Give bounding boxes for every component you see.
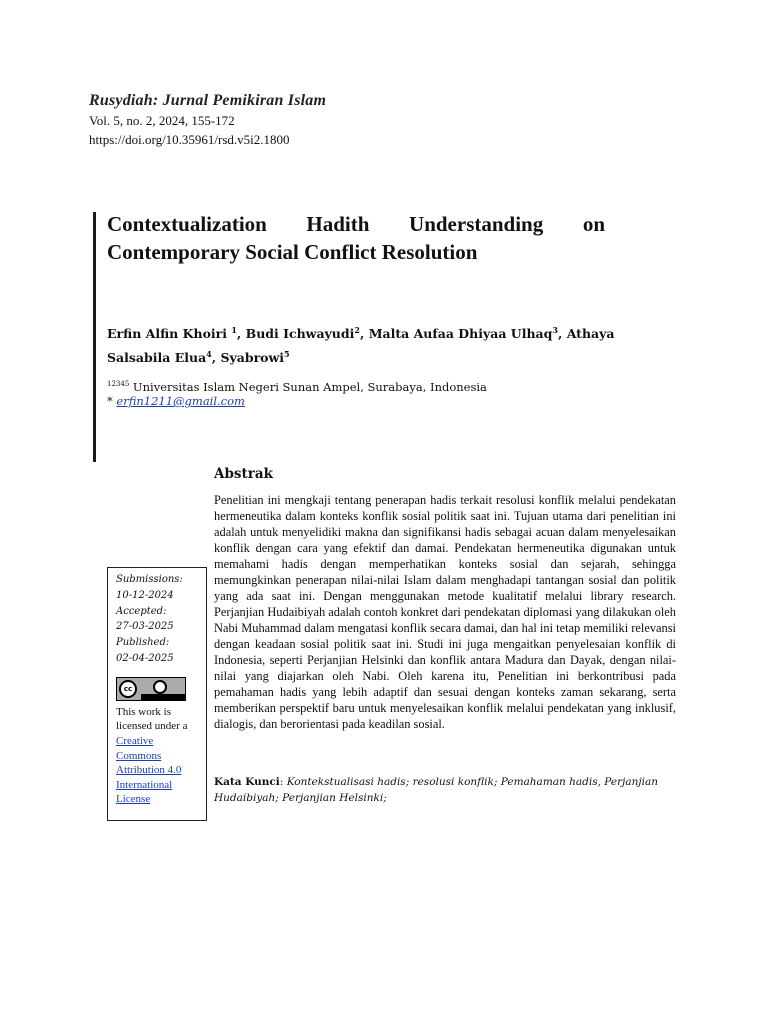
author-separator: , [211,350,221,366]
accepted-label: Accepted: [116,605,167,617]
published-date: 02-04-2025 [116,652,174,664]
journal-volume: Vol. 5, no. 2, 2024, 155-172 [89,113,235,128]
paper-title-line-1: Contextualization Hadith Understanding on [107,212,605,236]
license-link-creative[interactable]: Creative [116,734,154,747]
license-link-license[interactable]: License [116,793,151,806]
accepted-date: 27-03-2025 [116,621,174,633]
license-link-attribution[interactable]: Attribution 4.0 [116,764,182,777]
affiliation [107,376,627,395]
author-name: Athaya Salsabila Elua [107,326,615,366]
license-prefix: This work is licensed under a [116,705,188,733]
author-separator: , [557,326,567,342]
author-separator: , [236,326,246,342]
keywords-values: Kontekstualisasi hadis; resolusi konflik; Pemahaman hadis, Perjanjian Hudaibiyah; Perjanjian Helsinki; [214,776,659,804]
author-separator: , [359,326,369,342]
corresponding-email [107,394,245,408]
submissions-label: Submissions: [116,574,183,585]
keywords-separator: : [279,776,287,788]
email-link[interactable]: erfin1211@gmail.com [116,394,245,408]
title-accent-bar [93,212,96,462]
email-asterisk: * [107,394,117,408]
cc-by-license-icon[interactable] [116,677,186,701]
affiliation-numbers: 12345 [107,380,130,388]
author-affil-number: 1 [231,325,237,335]
license-link-international[interactable]: International [116,778,173,791]
abstract-body: Penelitian ini mengkaji tentang penerapan hadis terkait resolusi konflik melalui pendekatan hermeneutika dalam konteks konflik sosial politik saat ini. Tujuan utama dari penelitian ini adalah untuk menyelidiki makna dan signifikansi hadis sebagai acuan dalam menyelesaikan konflik dengan cara yang efektif dan damai. Pendekatan hermeneutika digunakan untuk memahami hadis dengan memperhatikan konteks sosial dan sejarah, sehingga memungkinkan penerapan nilai-nilai Islam dalam menghadapi tantangan sosial dan politik yang ada saat ini. Dengan menggunakan metode kualitatif melalui library research. Perjanjian Hudaibiyah adalah contoh konkret dari pendekatan diplomasi yang dilakukan oleh Nabi Muhammad dalam mengatasi konflik secara damai, dan hal ini tetap memiliki relevansi dengan keadaan sosial politik saat ini. Studi ini juga mengaitkan penyelesaian konflik di Indonesia, seperti Perjanjian Helsinki dan konflik antara Madura dan Dayak, dengan nilai-nilai yang diajarkan oleh Nabi. Oleh karena itu, Penelitian ini berkontribusi pada pemahaman hadis yang lebih adaptif dan sesuai dengan konteks zaman sekarang, serta memberikan perspektif baru untuk menyelesaikan konflik melalui pendekatan yang inklusif, dialogis, dan berorientasi pada keadilan sosial. [214,493,676,731]
submissions-date: 10-12-2024 [116,589,174,601]
affiliation-text: Universitas Islam Negeri Sunan Ampel, Surabaya, Indonesia [129,379,487,394]
paper-title [107,210,605,266]
journal-doi[interactable]: https://doi.org/10.35961/rsd.v5i2.1800 [89,132,290,147]
author-affil-number: 5 [284,349,290,360]
keywords-label: Kata Kunci [214,776,280,788]
license-link-commons[interactable]: Commons [116,749,162,762]
author-name: Syabrowi [220,350,285,366]
paper-title-line-2: Contemporary Social Conflict Resolution [107,240,478,264]
license-text [116,705,206,807]
cc-icon: cc [119,680,137,698]
journal-title: Rusydiah: Jurnal Pemikiran Islam [89,92,327,109]
author-name: Erfin Alfin Khoiri [107,326,232,342]
author-affil-number: 3 [552,325,558,335]
author-affil-number: 2 [354,325,360,335]
keywords [214,774,676,806]
published-label: Published: [116,637,170,649]
publication-info-box [107,567,207,821]
author-affil-number: 4 [206,349,212,360]
abstract-heading: Abstrak [214,466,273,482]
by-label-bar [141,694,185,700]
publication-dates [116,572,206,667]
author-list [107,320,627,368]
author-name: Malta Aufaa Dhiyaa Ulhaq [368,326,553,342]
attribution-person-icon [153,680,167,694]
author-name: Budi Ichwayudi [245,326,355,342]
